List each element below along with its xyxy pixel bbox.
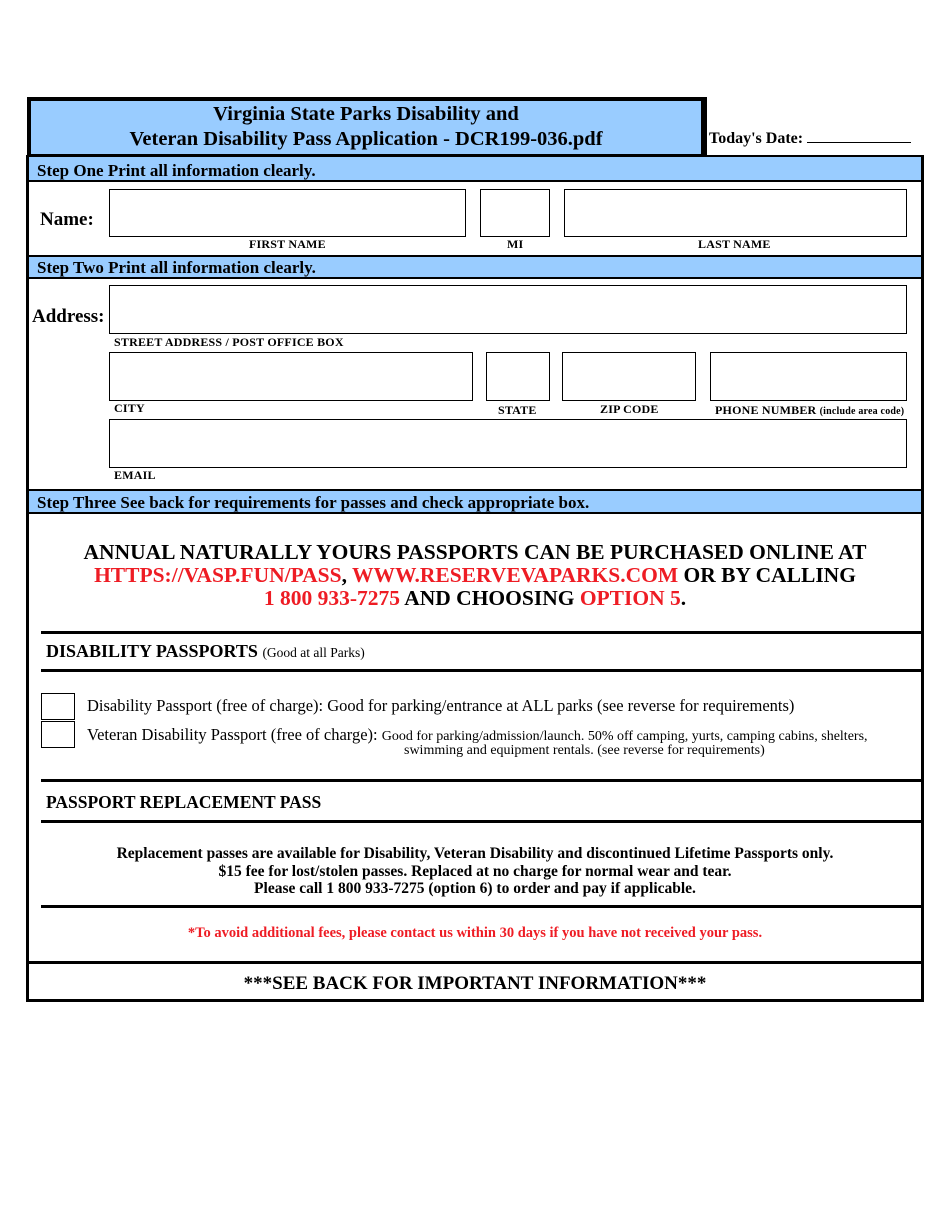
- phone-caption-note: (include area code): [819, 406, 905, 417]
- middle-initial-input[interactable]: [480, 189, 550, 237]
- divider: [41, 631, 921, 634]
- form-body: [26, 155, 924, 1002]
- street-address-input[interactable]: [109, 285, 907, 334]
- reservevaparks-url: WWW.RESERVEVAPARKS.COM: [351, 563, 679, 587]
- form-title: [27, 97, 707, 159]
- last-name-caption: LAST NAME: [698, 237, 771, 251]
- todays-date: [709, 128, 911, 148]
- annual-line-1: ANNUAL NATURALLY YOURS PASSPORTS CAN BE PURCHASED ONLINE AT: [83, 540, 867, 564]
- divider: [41, 820, 921, 823]
- period: .: [680, 586, 687, 610]
- zip-code-input[interactable]: [562, 352, 696, 401]
- or-by-calling: OR BY CALLING: [683, 563, 856, 587]
- annual-phone: 1 800 933-7275: [263, 586, 401, 610]
- vasp-url: HTTPS://VASP.FUN/PASS: [94, 563, 342, 587]
- annual-line-3: [29, 587, 921, 610]
- email-input[interactable]: [109, 419, 907, 468]
- title-line-1: Virginia State Parks Disability and: [213, 103, 519, 125]
- todays-date-field[interactable]: [807, 128, 911, 143]
- see-back-notice: ***SEE BACK FOR IMPORTANT INFORMATION***: [243, 973, 707, 994]
- step-two-heading: Step Two Print all information clearly.: [29, 255, 921, 279]
- city-caption: CITY: [114, 401, 145, 415]
- veteran-disability-passport-option: [87, 725, 868, 745]
- city-input[interactable]: [109, 352, 473, 401]
- phone-caption-label: PHONE NUMBER: [715, 403, 817, 417]
- disability-passport-option: Disability Passport (free of charge): Good for parking/entrance at ALL parks (see reverse for requirements): [87, 696, 795, 715]
- mi-caption: MI: [507, 237, 524, 251]
- annual-line-2: [29, 564, 921, 587]
- todays-date-label: Today's Date:: [709, 130, 804, 147]
- replacement-line-1: Replacement passes are available for Disability, Veteran Disability and discontinued Lifetime Passports only.: [116, 845, 834, 862]
- divider: [41, 905, 921, 908]
- zip-caption: ZIP CODE: [600, 402, 659, 416]
- name-label: Name:: [40, 209, 94, 230]
- veteran-option-detail-1: Good for parking/admission/launch. 50% off camping, yurts, camping cabins, shelters,: [381, 729, 868, 744]
- and-choosing: AND CHOOSING: [404, 586, 575, 610]
- address-label: Address:: [32, 306, 105, 327]
- state-caption: STATE: [498, 403, 537, 417]
- replacement-info: [29, 845, 921, 898]
- first-name-input[interactable]: [109, 189, 466, 237]
- step-three-heading: Step Three See back for requirements for passes and check appropriate box.: [29, 489, 921, 514]
- replacement-line-2: $15 fee for lost/stolen passes. Replaced at no charge for normal wear and tear.: [218, 862, 732, 880]
- replacement-line-3: Please call 1 800 933-7275 (option 6) to order and pay if applicable.: [254, 880, 696, 897]
- title-line-2: Veteran Disability Pass Application - DCR199-036.pdf: [129, 128, 603, 150]
- replacement-pass-title: PASSPORT REPLACEMENT PASS: [46, 792, 322, 812]
- fee-warning: *To avoid additional fees, please contact us within 30 days if you have not received your pass.: [187, 925, 763, 941]
- veteran-disability-passport-checkbox[interactable]: [41, 721, 75, 748]
- divider: [41, 669, 921, 672]
- step-one-heading: Step One Print all information clearly.: [29, 155, 921, 182]
- option-number: OPTION 5: [579, 586, 681, 610]
- phone-caption: [715, 403, 904, 418]
- divider: [41, 779, 921, 782]
- disability-title-text: DISABILITY PASSPORTS: [46, 641, 258, 661]
- veteran-option-detail-2: swimming and equipment rentals. (see reverse for requirements): [404, 743, 765, 758]
- disability-passports-title: [46, 641, 365, 662]
- disability-title-note: (Good at all Parks): [262, 645, 365, 660]
- last-name-input[interactable]: [564, 189, 907, 237]
- email-caption: EMAIL: [114, 468, 156, 482]
- phone-number-input[interactable]: [710, 352, 907, 401]
- annual-passport-notice: [29, 541, 921, 610]
- veteran-option-main: Veteran Disability Passport (free of charge):: [87, 725, 378, 744]
- first-name-caption: FIRST NAME: [249, 237, 326, 251]
- street-caption: STREET ADDRESS / POST OFFICE BOX: [114, 335, 344, 349]
- disability-passport-checkbox[interactable]: [41, 693, 75, 720]
- comma: ,: [341, 563, 347, 587]
- divider: [29, 961, 921, 964]
- state-input[interactable]: [486, 352, 550, 401]
